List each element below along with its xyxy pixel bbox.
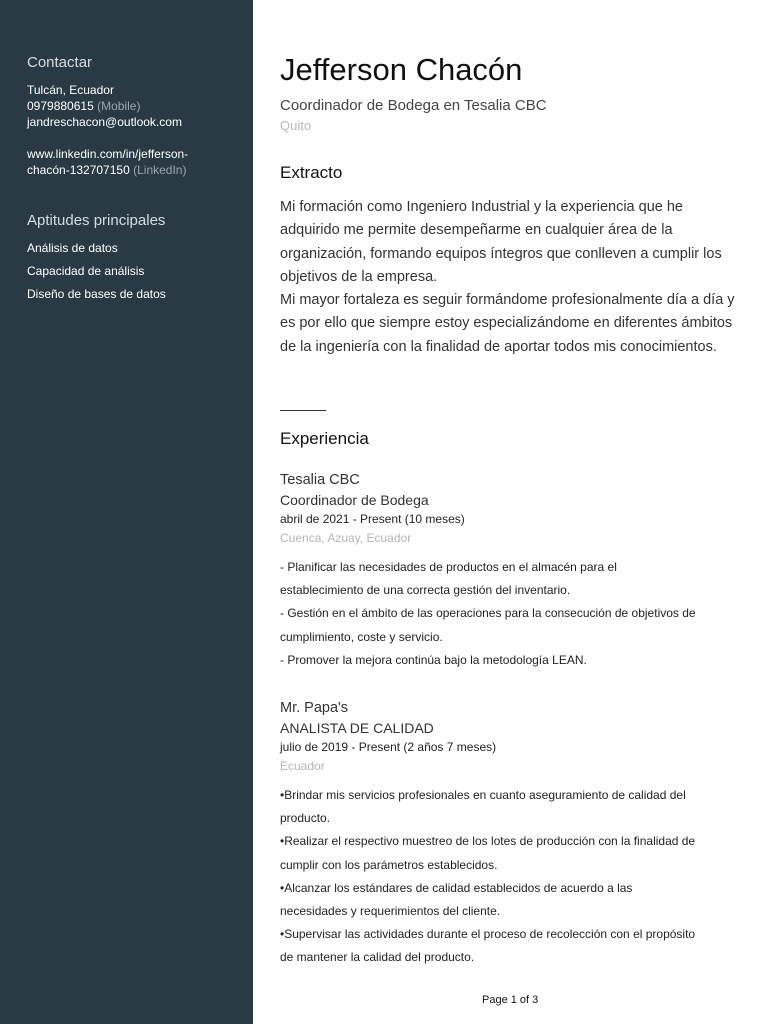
job-description-line: - Planificar las necesidades de productos en el almacén para el <box>280 560 617 574</box>
job-description-line: necesidades y requerimientos del cliente. <box>280 904 501 919</box>
job-description-line: •Alcanzar los estándares de calidad establecidos de acuerdo a las <box>280 880 633 895</box>
job-description <box>280 784 742 970</box>
job-dates: abril de 2021 - Present (10 meses) <box>280 512 465 526</box>
job-dates: julio de 2019 - Present (2 años 7 meses) <box>280 740 497 754</box>
job-company: Mr. Papa's <box>280 700 349 716</box>
profile-headline: Coordinador de Bodega en Tesalia CBC <box>280 97 547 114</box>
page-number: Page 1 of 3 <box>482 994 539 1006</box>
job-description-line: establecimiento de una correcta gestión del inventario. <box>280 583 571 598</box>
section-divider <box>280 410 326 411</box>
contact-location: Tulcán, Ecuador <box>27 83 114 97</box>
profile-name: Jefferson Chacón <box>280 52 523 87</box>
skill-item: Diseño de bases de datos <box>27 287 166 301</box>
contact-phone-line <box>27 98 233 114</box>
skill-item: Capacidad de análisis <box>27 264 145 278</box>
contact-linkedin-line1[interactable]: www.linkedin.com/in/jefferson- <box>27 147 189 161</box>
job-role: ANALISTA DE CALIDAD <box>280 720 434 736</box>
experience-title: Experiencia <box>280 429 369 448</box>
job-role: Coordinador de Bodega <box>280 492 429 508</box>
contact-heading: Contactar <box>27 54 93 71</box>
summary-paragraph: Mi formación como Ingeniero Industrial y la experiencia que he adquirido me permite desempeñarme en cualquier área de la organización, formando equipos íntegros que conlleven a cumplir los objetivos de la empresa. <box>280 199 722 285</box>
contact-linkedin-type: (LinkedIn) <box>133 163 187 177</box>
summary-text <box>280 196 742 359</box>
job-location: Cuenca, Azuay, Ecuador <box>280 531 412 545</box>
skills-heading: Aptitudes principales <box>27 212 166 229</box>
summary-paragraph: Mi mayor fortaleza es seguir formándome profesionalmente día a día y es por ello que siempre estoy especializándome en diferentes ámbitos de la ingeniería con la finalidad de aportar todos mis conocimientos. <box>280 292 735 355</box>
job-description-line: - Gestión en el ámbito de las operaciones para la consecución de objetivos de <box>280 606 696 621</box>
contact-linkedin-line2[interactable] <box>27 162 233 178</box>
job-description-line: •Brindar mis servicios profesionales en cuanto aseguramiento de calidad del <box>280 788 686 802</box>
contact-linkedin-handle[interactable]: chacón-132707150 <box>27 163 130 177</box>
job-company: Tesalia CBC <box>280 472 360 488</box>
sidebar <box>0 0 253 1024</box>
job-description-line: producto. <box>280 811 331 826</box>
job-description-line: de mantener la calidad del producto. <box>280 950 475 965</box>
job-entry <box>280 470 742 672</box>
job-description-line: •Supervisar las actividades durante el proceso de recolección con el propósito <box>280 927 696 942</box>
job-location: Ecuador <box>280 759 325 773</box>
contact-phone-type: (Mobile) <box>97 99 141 113</box>
job-entry <box>280 698 742 970</box>
skill-item: Análisis de datos <box>27 241 118 255</box>
summary-title: Extracto <box>280 163 343 182</box>
contact-email[interactable]: jandreschacon@outlook.com <box>27 115 182 129</box>
profile-location: Quito <box>280 118 312 133</box>
job-description-line: - Promover la mejora continúa bajo la metodología LEAN. <box>280 652 587 667</box>
contact-phone: 0979880615 <box>27 99 94 113</box>
job-description <box>280 556 742 672</box>
job-description-line: •Realizar el respectivo muestreo de los lotes de producción con la finalidad de <box>280 834 696 849</box>
job-description-line: cumplimiento, coste y servicio. <box>280 629 443 644</box>
job-description-line: cumplir con los parámetros establecidos. <box>280 857 498 872</box>
